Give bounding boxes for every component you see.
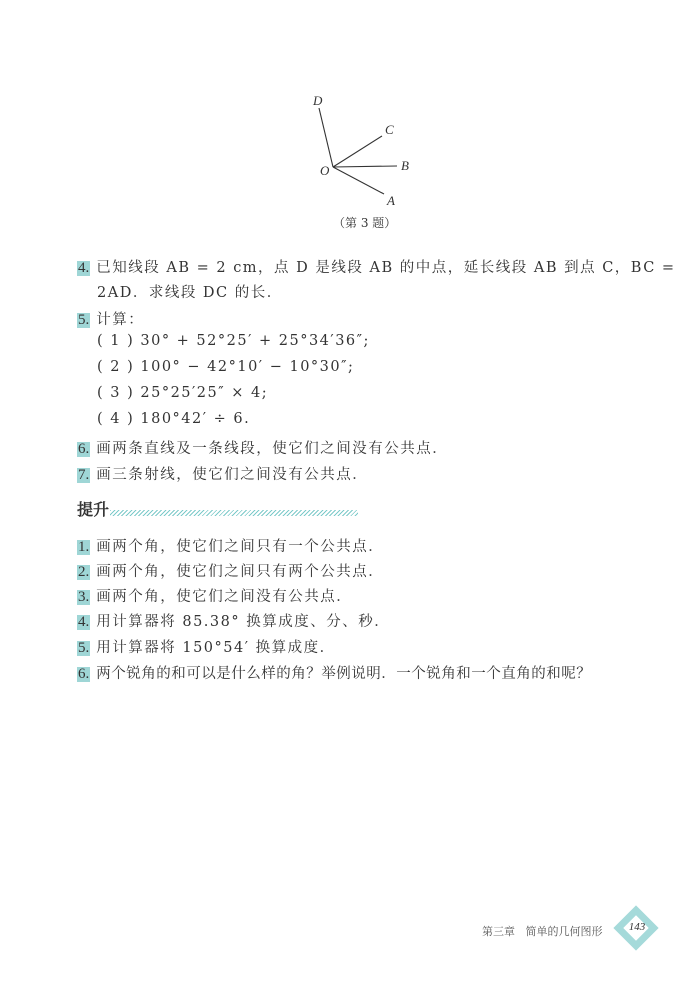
exercise-5 [77, 308, 144, 329]
ray-od [319, 108, 333, 167]
exercise-number: 6. [78, 441, 90, 457]
label-d: D [313, 93, 323, 108]
exercise-number: 2. [78, 564, 90, 580]
exercise-number: 5. [78, 640, 90, 656]
ray-ob [333, 166, 397, 167]
exercise-number: 4. [78, 614, 90, 630]
label-a: A [387, 193, 395, 208]
exercise-text: 画两个角，使它们之间只有一个公共点． [96, 539, 385, 555]
advanced-2 [77, 560, 384, 581]
figure-caption: （第 3 题） [333, 216, 397, 230]
exercise-number: 6. [78, 666, 90, 682]
advanced-6 [77, 662, 591, 683]
exercise-text: 画两条直线及一条线段，使它们之间没有公共点． [96, 441, 449, 457]
exercise-5-4: ( 4 ) 180°42′ ÷ 6. [97, 411, 251, 427]
label-c: C [385, 122, 394, 137]
label-o: O [320, 163, 330, 178]
exercise-text: 已知线段 AB = 2 cm，点 D 是线段 AB 的中点，延长线段 AB 到点 C，BC = [96, 260, 676, 276]
footer-chapter [482, 923, 603, 939]
exercise-number: 4. [78, 260, 90, 276]
section-underline [110, 510, 358, 516]
exercise-5-2: ( 2 ) 100° − 42°10′ − 10°30″; [97, 359, 355, 375]
exercise-text: 画两个角，使它们之间没有公共点． [96, 589, 353, 605]
ray-oa [333, 167, 384, 194]
advanced-1 [77, 535, 384, 556]
page-number: 143 [628, 921, 646, 933]
advanced-5 [77, 636, 336, 657]
ray-oc [333, 136, 382, 167]
exercise-number: 3. [78, 589, 90, 605]
exercise-text: 两个锐角的和可以是什么样的角？举例说明．一个锐角和一个直角的和呢？ [96, 666, 592, 682]
exercise-text: 计算： [96, 312, 145, 328]
label-b: B [401, 158, 409, 173]
exercise-text: 画两个角，使它们之间只有两个公共点． [96, 564, 385, 580]
angle-diagram [0, 0, 700, 240]
exercise-number: 1. [78, 539, 90, 555]
exercise-7 [77, 463, 368, 484]
exercise-text: 用计算器将 150°54′ 换算成度． [96, 640, 336, 656]
exercise-text: 画三条射线，使它们之间没有公共点． [96, 467, 369, 483]
exercise-6 [77, 437, 448, 458]
exercise-4-cont: 2AD．求线段 DC 的长． [97, 285, 283, 301]
advanced-4 [77, 610, 390, 631]
exercise-text: 用计算器将 85.38° 换算成度、分、秒． [96, 614, 391, 630]
exercise-4 [77, 256, 676, 277]
exercise-number: 7. [78, 467, 90, 483]
chapter-label: 第三章 [482, 925, 515, 938]
exercise-number: 5. [78, 312, 90, 328]
chapter-title: 简单的几何图形 [525, 925, 603, 938]
exercise-5-3: ( 3 ) 25°25′25″ × 4; [97, 385, 269, 401]
advanced-3 [77, 585, 352, 606]
exercise-5-1: ( 1 ) 30° + 52°25′ + 25°34′36″; [97, 333, 370, 349]
section-title: 提升 [77, 500, 110, 519]
